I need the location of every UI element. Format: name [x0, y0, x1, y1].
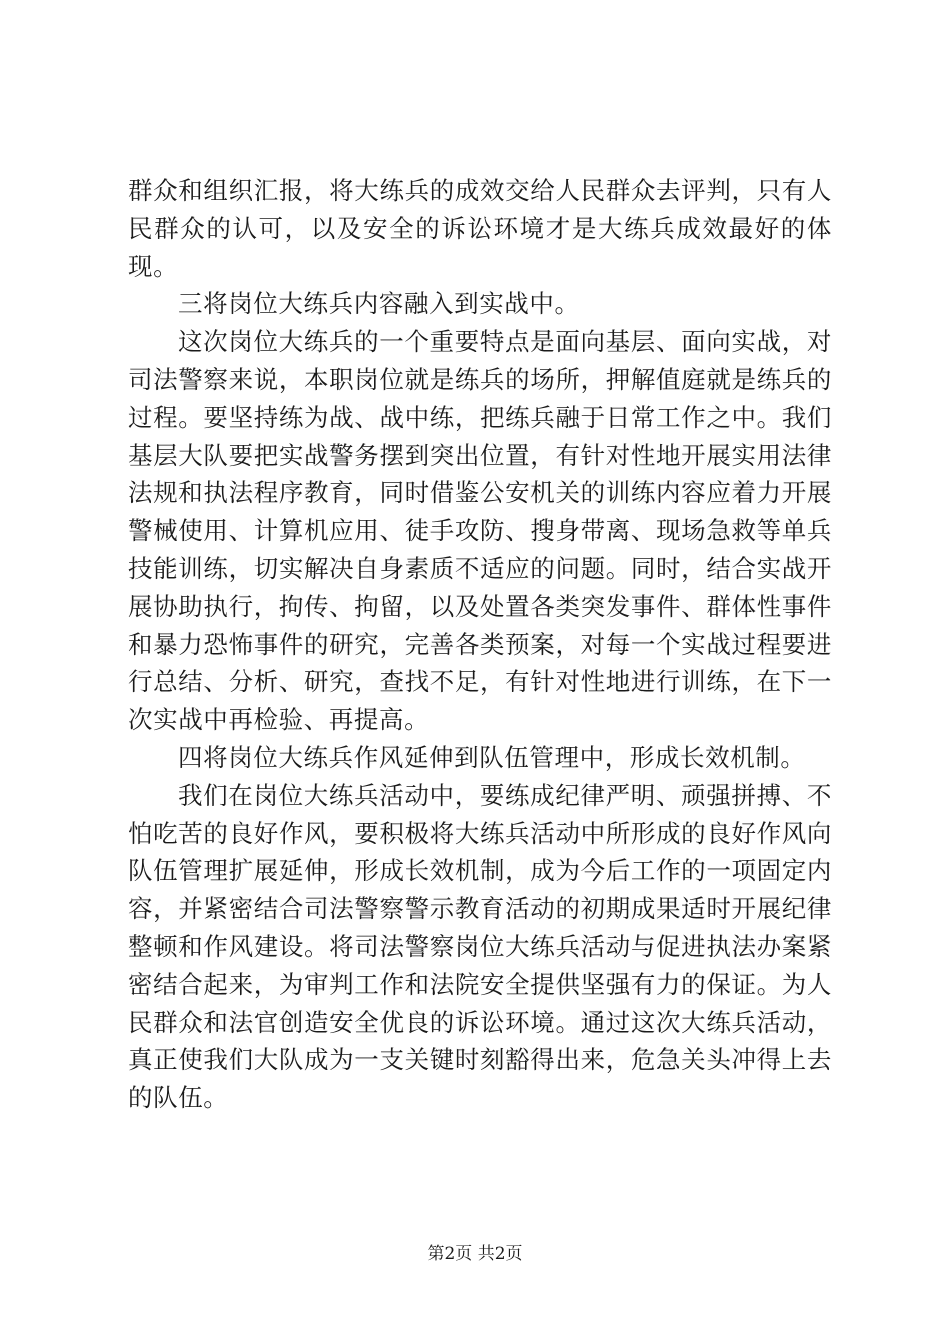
page-number-footer: 第2页 共2页 — [427, 1244, 523, 1264]
paragraph-5: 我们在岗位大练兵活动中，要练成纪律严明、顽强拼搏、不怕吃苦的良好作风，要积极将大练兵活动中所形成的良好作风向队伍管理扩展延伸，形成长效机制，成为今后工作的一项固定内容，并紧密结合司法警察警示教育活动的初期成果适时开展纪律整顿和作风建设。将司法警察岗位大练兵活动与促进执法办案紧密结合起来，为审判工作和法院安全提供坚强有力的保证。为人民群众和法官创造安全优良的诉讼环境。通过这次大练兵活动，真正使我们大队成为一支关键时刻豁得出来，危急关头冲得上去的队伍。 — [128, 780, 832, 1113]
paragraph-4-heading: 四将岗位大练兵作风延伸到队伍管理中，形成长效机制。 — [178, 742, 806, 772]
paragraph-3: 这次岗位大练兵的一个重要特点是面向基层、面向实战，对司法警察来说，本职岗位就是练兵的场所，押解值庭就是练兵的过程。要坚持练为战、战中练，把练兵融于日常工作之中。我们基层大队要把实战警务摆到突出位置，有针对性地开展实用法律法规和执法程序教育，同时借鉴公安机关的训练内容应着力开展警械使用、计算机应用、徒手攻防、搜身带离、现场急救等单兵技能训练，切实解决自身素质不适应的问题。同时，结合实战开展协助执行，拘传、拘留，以及处置各类突发事件、群体性事件和暴力恐怖事件的研究，完善各类预案，对每一个实战过程要进行总结、分析、研究，查找不足，有针对性地进行训练，在下一次实战中再检验、再提高。 — [128, 327, 832, 735]
paragraph-2-heading: 三将岗位大练兵内容融入到实战中。 — [178, 289, 580, 319]
document-body — [128, 172, 832, 1117]
paragraph-1: 群众和组织汇报，将大练兵的成效交给人民群众去评判，只有人民群众的认可，以及安全的诉讼环境才是大练兵成效最好的体现。 — [128, 176, 832, 281]
